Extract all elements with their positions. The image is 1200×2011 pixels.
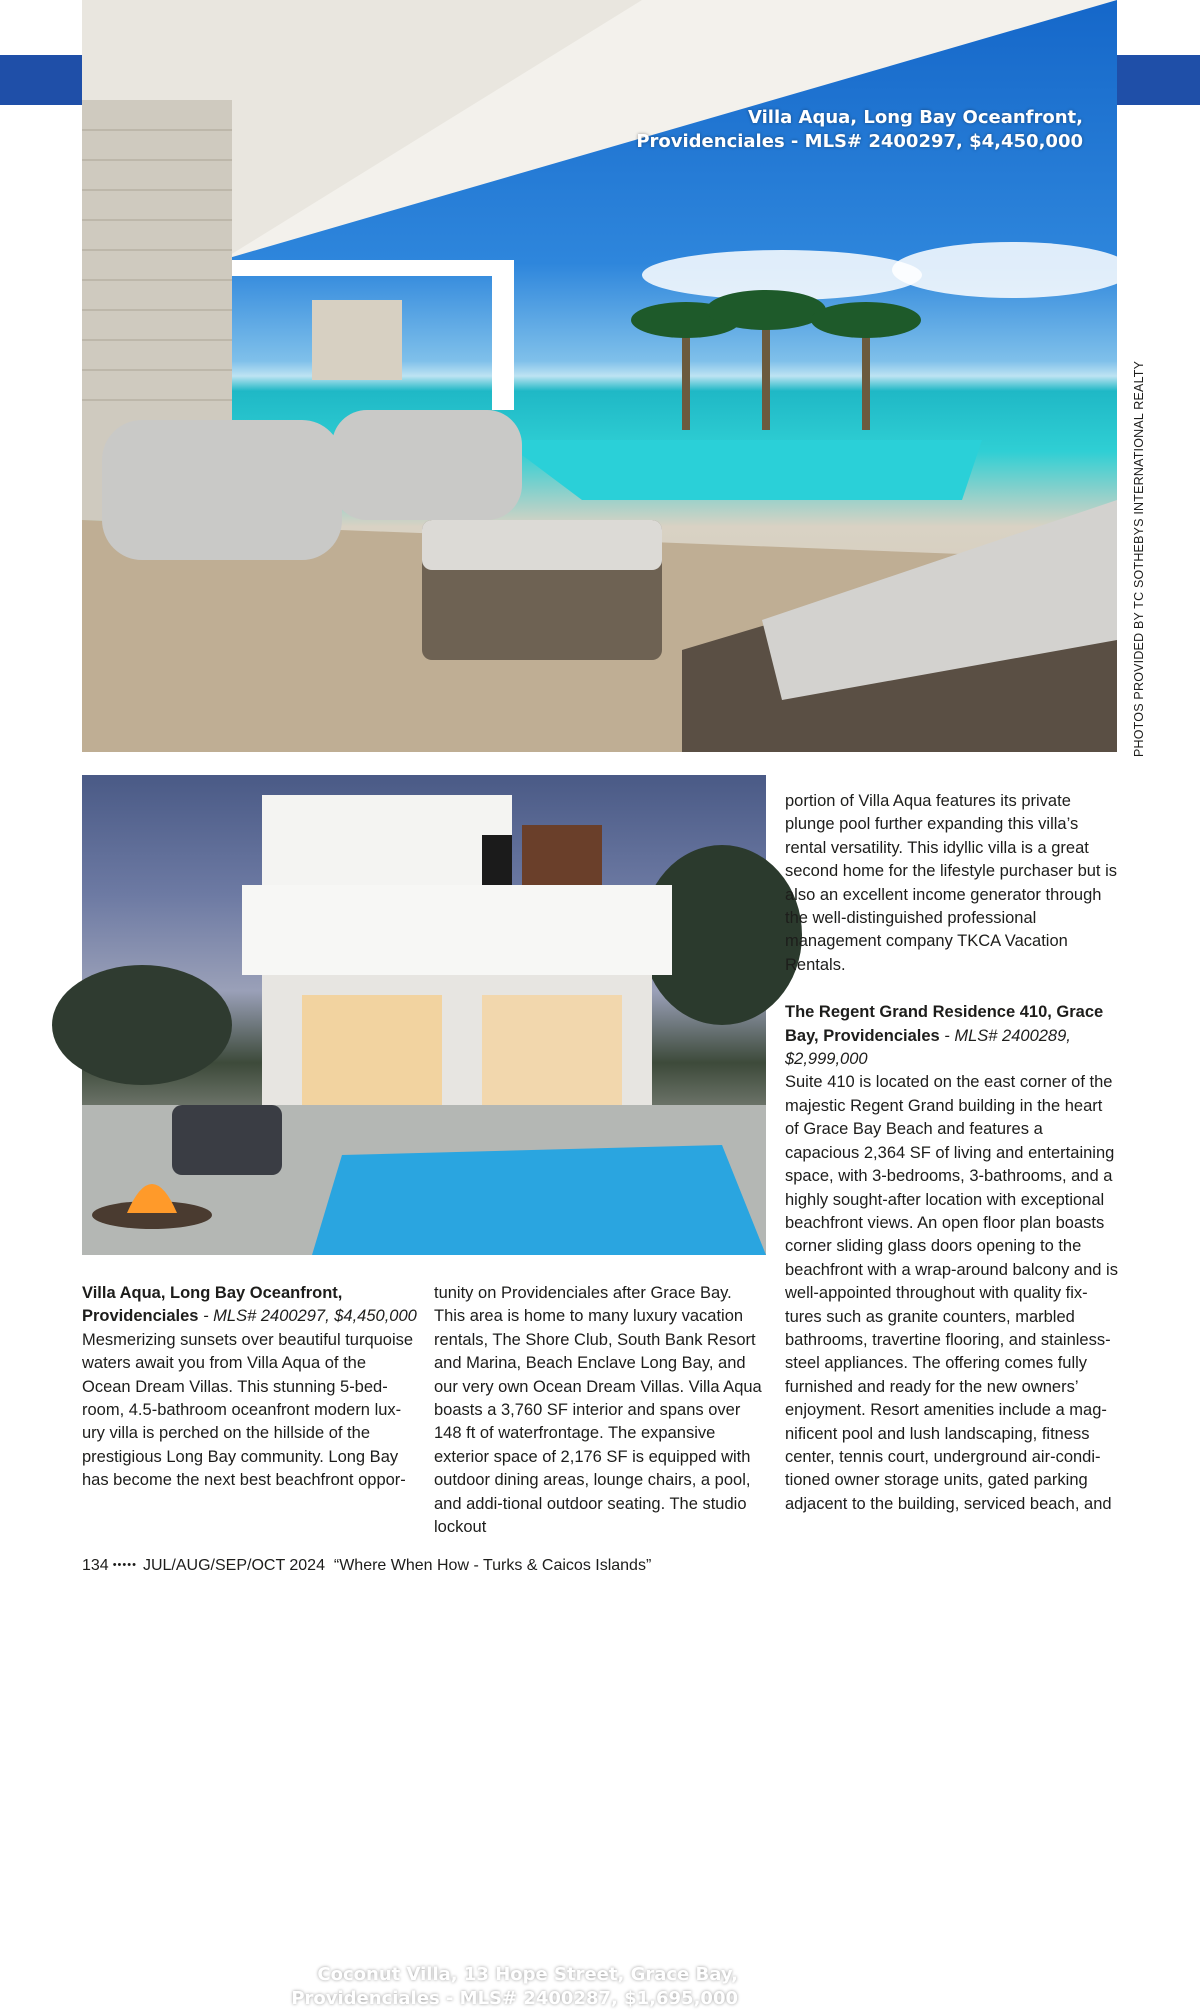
photo-credit: PHOTOS PROVIDED BY TC SOTHEBYS INTERNATIONAL REALTY <box>1132 360 1146 757</box>
header-band-right <box>1117 55 1200 105</box>
article-column-1 <box>82 1282 417 1493</box>
coconut-villa-illustration <box>82 775 766 1255</box>
page-number: 134 <box>82 1557 109 1574</box>
article-column-3 <box>785 790 1120 1516</box>
villa-aqua-heading <box>82 1282 417 1329</box>
listing-mls: - MLS# 2400297, $4,450,000 <box>198 1307 417 1326</box>
header-band-left <box>0 55 82 105</box>
article-column-2 <box>434 1282 764 1539</box>
regent-heading <box>785 1001 1120 1071</box>
listing-mls: - MLS# 2400289, $2,999,000 <box>785 1026 1071 1069</box>
caption-line: Providenciales - MLS# 2400287, $1,695,000 <box>291 1988 738 2009</box>
coconut-villa-caption <box>291 1963 738 2011</box>
villa-aqua-photo <box>82 0 1117 752</box>
listing-title: The Regent Grand Residence 410, Grace Bay, Providenciales <box>785 1003 1104 1045</box>
publication-name: “Where When How - Turks & Caicos Islands” <box>333 1557 652 1574</box>
caption-line: Coconut Villa, 13 Hope Street, Grace Bay, <box>317 1964 738 1985</box>
villa-aqua-body-end: portion of Villa Aqua features its private plunge pool further expanding this villa’s rental versatility. This idyllic villa is a great second home for the lifestyle purchaser but is also an excellent income generator through the well-distinguished professional management company TKCA Vacation Rentals. <box>785 792 1118 974</box>
page-footer <box>82 1557 651 1575</box>
footer-dots: ••••• <box>112 1559 137 1571</box>
issue-date: JUL/AUG/SEP/OCT 2024 <box>142 1557 325 1574</box>
villa-aqua-body-continued: tunity on Providenciales after Grace Bay. This area is home to many luxury vacation rentals, The Shore Club, South Bank Resort and Marina, Beach Enclave Long Bay, and our very own Ocean Dream Villas. Villa Aqua boasts a 3,760 SF interior and spans over 148 ft of waterfrontage. The expansive exterior space of 2,176 SF is equipped with outdoor dining areas, lounge chairs, a pool, and addi-tional outdoor seating. The studio lockout <box>434 1284 762 1537</box>
listing-title: Villa Aqua, Long Bay Oceanfront, Providenciales <box>82 1284 343 1326</box>
regent-body: Suite 410 is located on the east corner of the majestic Regent Grand building in the heart of Grace Bay Beach and features a capacious 2,364 SF of living and entertaining space, with 3-bedrooms, 3-bathrooms, and a highly sought-after location with exceptional beachfront views. An open floor plan boasts corner sliding glass doors opening to the beachfront with a wrap-around balcony and is well-appointed throughout with quality fix-tures such as granite counters, marbled bathrooms, travertine flooring, and stainless-steel appliances. The offering comes fully furnished and ready for the new owners’ enjoyment. Resort amenities include a mag-nificent pool and lush landscaping, fitness center, tennis court, underground air-condi-tioned owner storage units, gated parking adjacent to the building, serviced beach, and <box>785 1073 1118 1513</box>
villa-aqua-body: Mesmerizing sunsets over beautiful turquoise waters await you from Villa Aqua of the Ocean Dream Villas. This stunning 5-bed-room, 4.5-bathroom oceanfront modern lux-ury villa is perched on the hillside of the prestigious Long Bay community. Long Bay has become the next best beachfront oppor- <box>82 1330 414 1490</box>
caption-line: Villa Aqua, Long Bay Oceanfront, <box>747 107 1083 128</box>
villa-aqua-caption <box>636 106 1083 154</box>
caption-line: Providenciales - MLS# 2400297, $4,450,000 <box>636 131 1083 152</box>
